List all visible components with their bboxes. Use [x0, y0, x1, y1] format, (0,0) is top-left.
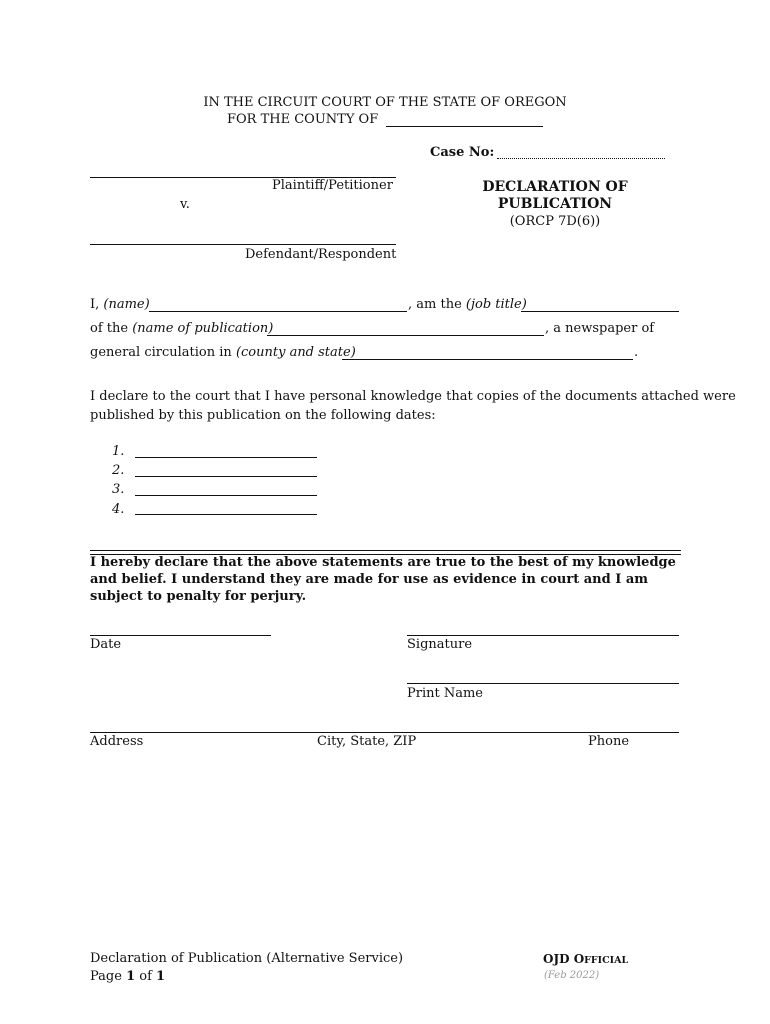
declarant-line: I, (name): [90, 297, 150, 312]
name-field[interactable]: [149, 311, 407, 312]
signature-label: Signature: [407, 637, 473, 652]
footer-page-number: Page 1 of 1: [90, 969, 166, 984]
date-item-number: 2.: [112, 463, 125, 478]
court-heading: IN THE CIRCUIT COURT OF THE STATE OF OREGON: [203, 95, 567, 110]
perjury-statement-line1: I hereby declare that the above statements are true to the best of my knowledge: [90, 555, 676, 570]
defendant-label: Defendant/Respondent: [245, 247, 397, 262]
date-field[interactable]: [135, 495, 317, 496]
declaration-paragraph-line1: I declare to the court that I have personal knowledge that copies of the documents attached were: [90, 389, 736, 404]
date-field[interactable]: [135, 457, 317, 458]
defendant-field[interactable]: [90, 244, 396, 245]
city-state-zip-label: City, State, ZIP: [317, 734, 417, 749]
date-label: Date: [90, 637, 122, 652]
phone-label: Phone: [588, 734, 630, 749]
ojd-official-mark: OJD OFFICIAL: [543, 952, 629, 966]
document-title-line2: PUBLICATION: [497, 196, 613, 212]
publication-line: of the (name of publication): [90, 321, 274, 336]
date-item-number: 4.: [112, 502, 125, 517]
print-name-label: Print Name: [407, 686, 483, 701]
newspaper-text: , a newspaper of: [545, 321, 655, 336]
publication-field[interactable]: [267, 335, 544, 336]
job-title-text: , am the (job title): [408, 297, 527, 312]
circulation-line: general circulation in (county and state): [90, 345, 356, 360]
document-title-line1: DECLARATION OF: [482, 179, 628, 195]
signature-field[interactable]: [407, 635, 679, 636]
date-field[interactable]: [135, 476, 317, 477]
rule-reference: (ORCP 7D(6)): [509, 214, 601, 229]
period-text: .: [634, 345, 639, 360]
county-line: FOR THE COUNTY OF: [227, 112, 379, 127]
address-field[interactable]: [90, 732, 679, 733]
print-name-field[interactable]: [407, 683, 679, 684]
perjury-statement-line2: and belief. I understand they are made for use as evidence in court and I am: [90, 572, 649, 587]
job-title-field[interactable]: [521, 311, 679, 312]
date-item-number: 3.: [112, 482, 125, 497]
footer-form-title: Declaration of Publication (Alternative Service): [90, 951, 404, 966]
county-field[interactable]: [386, 126, 543, 127]
case-number-label: Case No:: [430, 145, 495, 160]
declaration-paragraph-line2: published by this publication on the following dates:: [90, 408, 436, 423]
date-signature-field[interactable]: [90, 635, 271, 636]
address-label: Address: [90, 734, 144, 749]
section-divider: [90, 550, 681, 551]
versus-label: v.: [180, 197, 190, 212]
plaintiff-label: Plaintiff/Petitioner: [272, 178, 393, 193]
case-number-field[interactable]: [497, 158, 665, 159]
date-item-number: 1.: [112, 444, 125, 459]
county-state-field[interactable]: [342, 359, 633, 360]
date-field[interactable]: [135, 514, 317, 515]
revision-date: (Feb 2022): [544, 970, 600, 981]
perjury-statement-line3: subject to penalty for perjury.: [90, 589, 307, 604]
